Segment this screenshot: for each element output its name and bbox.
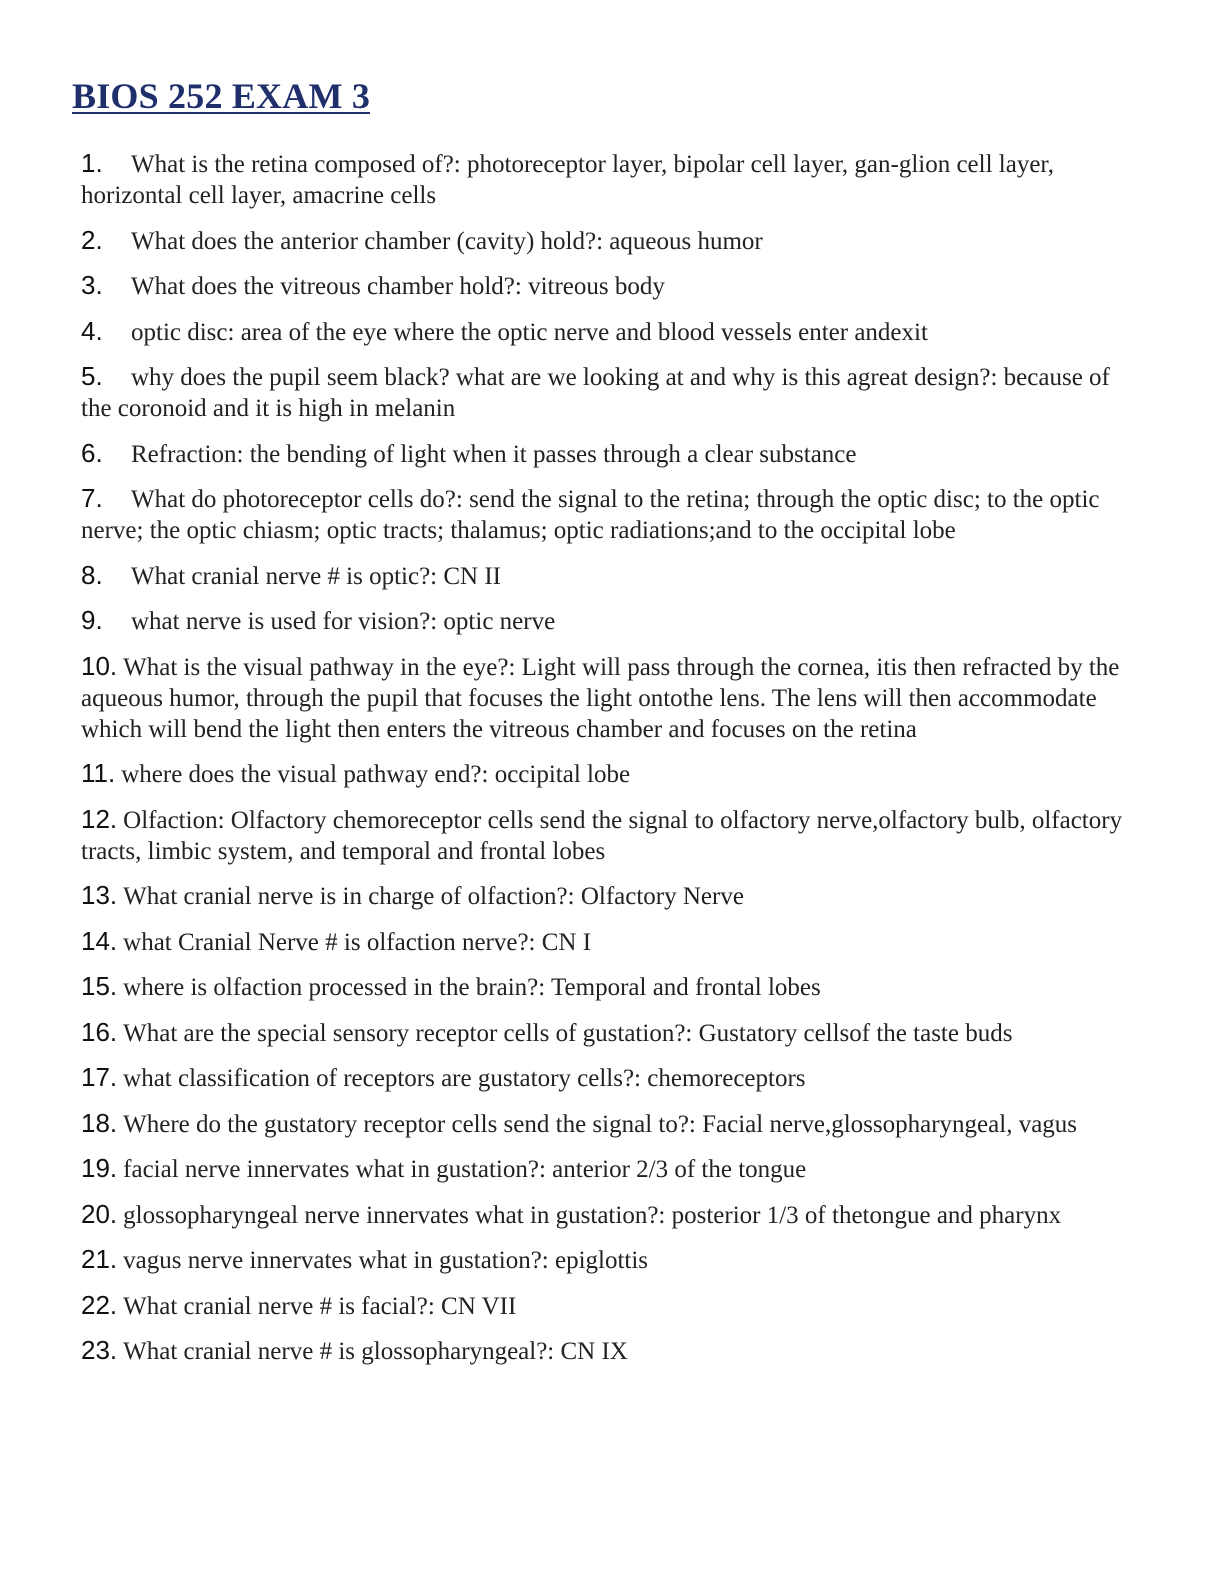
question-item-9 — [81, 605, 1141, 637]
question-number: 16. — [81, 1016, 118, 1047]
question-item-5 — [81, 361, 1141, 424]
question-text: Olfaction: Olfactory chemoreceptor cells send the signal to olfactory nerve,olfactory bulb, olfactory tracts, limbic system, and temporal and frontal lobes — [81, 806, 1123, 865]
question-number: 17. — [81, 1062, 118, 1092]
question-text: why does the pupil seem black? what are we looking at and why is this agreat design?: because of the coronoid and it is high in melanin — [81, 364, 1110, 422]
question-text: what nerve is used for vision?: optic nerve — [131, 608, 556, 635]
question-text: where is olfaction processed in the brain?: Temporal and frontal lobes — [123, 974, 821, 1001]
question-text: vagus nerve innervates what in gustation?: epiglottis — [123, 1247, 649, 1274]
question-item-15 — [81, 971, 1141, 1003]
question-text: What cranial nerve # is facial?: CN VII — [123, 1292, 517, 1320]
document-title: BIOS 252 EXAM 3 — [72, 76, 371, 116]
question-text: optic disc: area of the eye where the optic nerve and blood vessels enter andexit — [131, 318, 928, 346]
question-item-8 — [81, 560, 1141, 592]
question-item-1 — [81, 148, 1141, 211]
question-item-18 — [81, 1108, 1141, 1140]
question-number: 1. — [81, 148, 103, 178]
question-number: 18. — [81, 1107, 118, 1138]
question-text: what classification of receptors are gustatory cells?: chemoreceptors — [123, 1065, 806, 1092]
question-text: What does the anterior chamber (cavity) hold?: aqueous humor — [131, 227, 763, 255]
question-item-20 — [81, 1199, 1141, 1231]
question-text: What are the special sensory receptor cells of gustation?: Gustatory cellsof the taste buds — [123, 1019, 1013, 1047]
question-number: 4. — [81, 315, 103, 346]
question-item-13 — [81, 880, 1141, 912]
question-item-3 — [81, 270, 1141, 302]
question-text: What is the retina composed of?: photoreceptor layer, bipolar cell layer, gan-glion cell layer, horizontal cell layer, amacrine cells — [81, 151, 1055, 209]
question-item-21 — [81, 1244, 1141, 1276]
question-text: What does the vitreous chamber hold?: vitreous body — [131, 273, 665, 300]
question-number: 14. — [81, 925, 118, 956]
question-number: 11. — [81, 758, 116, 788]
question-item-4 — [81, 316, 1141, 348]
question-number: 19. — [81, 1153, 118, 1183]
question-item-16 — [81, 1017, 1141, 1049]
question-list — [81, 148, 1141, 1381]
question-text: What cranial nerve # is optic?: CN II — [131, 562, 501, 590]
question-number: 20. — [81, 1198, 118, 1229]
question-item-11 — [81, 758, 1141, 790]
question-number: 5. — [81, 361, 103, 391]
question-item-14 — [81, 926, 1141, 958]
question-number: 8. — [81, 559, 103, 590]
question-text: What cranial nerve # is glossopharyngeal?: CN IX — [123, 1338, 628, 1365]
question-text: facial nerve innervates what in gustation?: anterior 2/3 of the tongue — [123, 1156, 807, 1183]
question-item-7 — [81, 483, 1141, 546]
question-number: 23. — [81, 1335, 118, 1365]
question-text: What is the visual pathway in the eye?: Light will pass through the cornea, itis then refracted by the aqueous humor, through the pupil that focuses the light ontothe lens. The lens will then accommodate which will bend the light then enters the vitreous chamber and focuses on the retina — [81, 653, 1120, 743]
question-text: what Cranial Nerve # is olfaction nerve?: CN I — [123, 928, 592, 956]
question-number: 10. — [81, 650, 118, 681]
question-number: 15. — [81, 971, 118, 1001]
question-number: 7. — [81, 483, 103, 513]
question-text: where does the visual pathway end?: occipital lobe — [121, 761, 631, 788]
question-item-10 — [81, 651, 1141, 745]
question-number: 9. — [81, 605, 103, 635]
question-item-6 — [81, 438, 1141, 470]
question-number: 2. — [81, 224, 103, 255]
question-number: 12. — [81, 803, 118, 834]
question-item-2 — [81, 225, 1141, 257]
question-item-22 — [81, 1290, 1141, 1322]
question-item-23 — [81, 1335, 1141, 1367]
question-item-19 — [81, 1153, 1141, 1185]
question-number: 21. — [81, 1244, 118, 1274]
question-number: 22. — [81, 1289, 118, 1320]
question-text: Where do the gustatory receptor cells send the signal to?: Facial nerve,glossopharyngeal, vagus — [123, 1110, 1078, 1138]
question-number: 13. — [81, 880, 118, 910]
question-text: glossopharyngeal nerve innervates what in gustation?: posterior 1/3 of thetongue and pharynx — [123, 1201, 1062, 1229]
question-item-17 — [81, 1062, 1141, 1094]
question-text: Refraction: the bending of light when it passes through a clear substance — [131, 440, 857, 468]
question-text: What cranial nerve is in charge of olfaction?: Olfactory Nerve — [123, 883, 744, 910]
question-text: What do photoreceptor cells do?: send the signal to the retina; through the optic disc; to the optic nerve; the optic chiasm; optic tracts; thalamus; optic radiations;and to the occipital lobe — [81, 486, 1100, 544]
question-number: 3. — [81, 270, 103, 300]
question-number: 6. — [81, 437, 103, 468]
question-item-12 — [81, 804, 1141, 867]
